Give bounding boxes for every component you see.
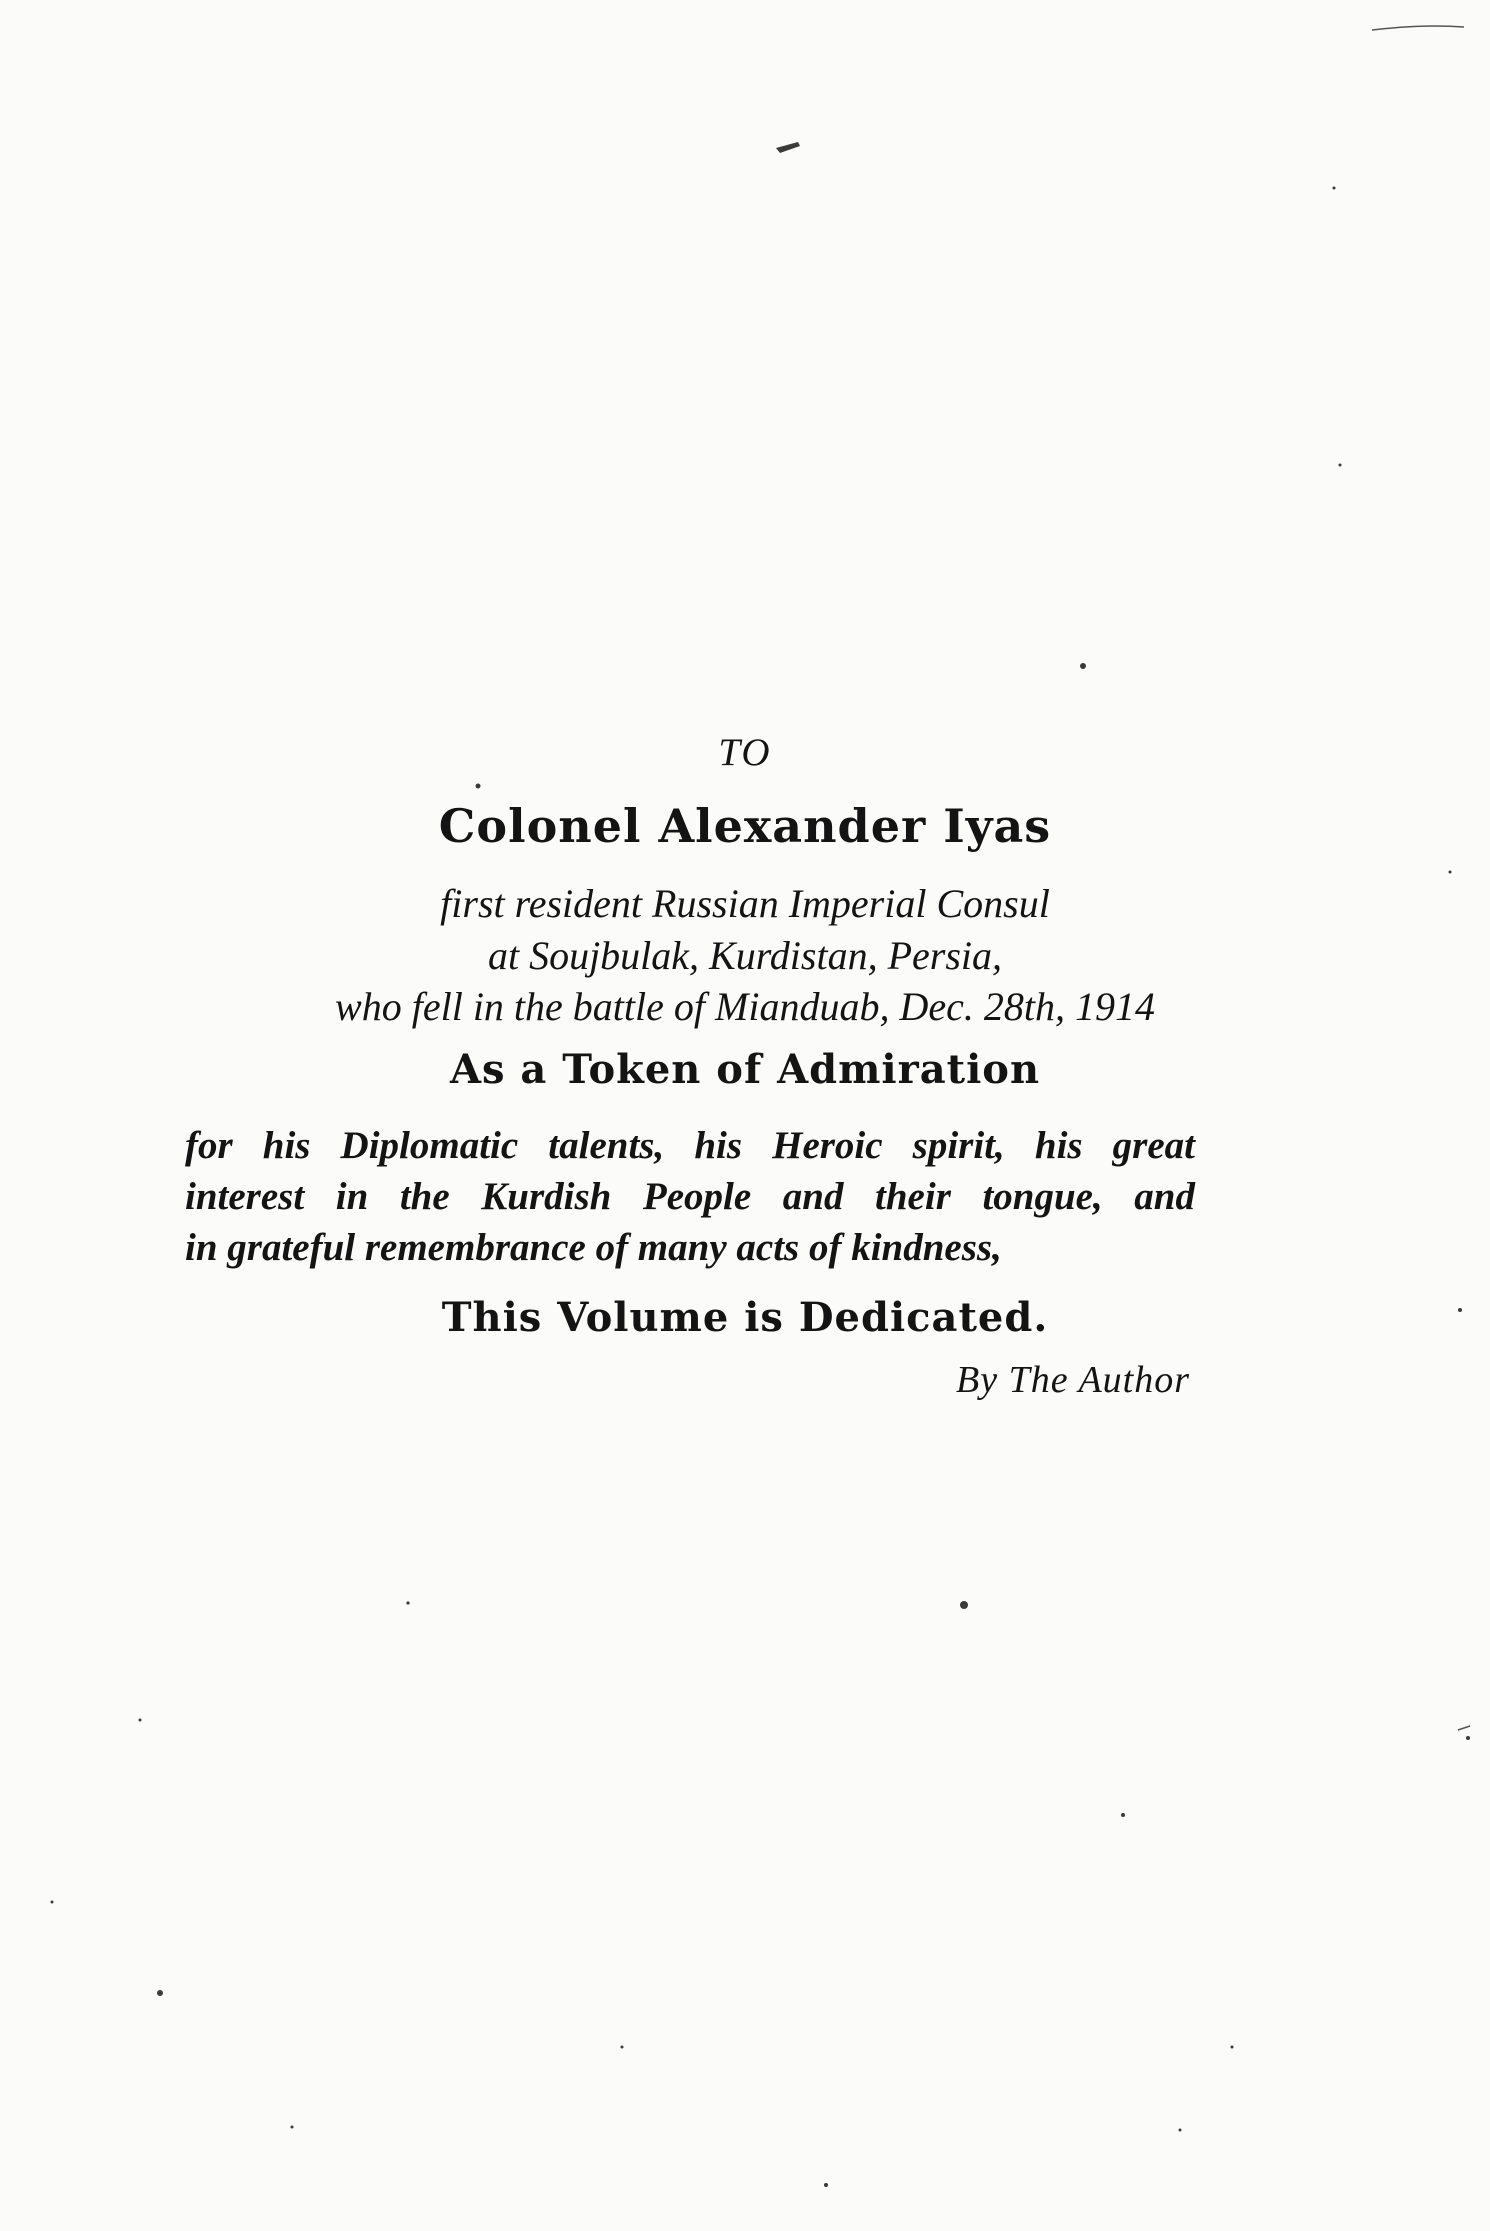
description-line: who fell in the battle of Mianduab, Dec. 28th, 1914 xyxy=(335,984,1155,1029)
author-signature: By The Author xyxy=(956,1359,1190,1401)
reason-line: interest in the Kurdish People and their tongue, and xyxy=(185,1175,1195,1218)
reason-line: for his Diplomatic talents, his Heroic spirit, his great xyxy=(185,1124,1195,1167)
closing-line: This Volume is Dedicated. xyxy=(441,1294,1049,1341)
description-line: first resident Russian Imperial Consul xyxy=(440,881,1050,926)
honoree-name: Colonel Alexander Iyas xyxy=(438,799,1052,853)
reason-line: in grateful remembrance of many acts of kindness, xyxy=(185,1226,1002,1269)
token-line: As a Token of Admiration xyxy=(449,1046,1041,1093)
dedication-heading: TO xyxy=(718,731,772,774)
description-line: at Soujbulak, Kurdistan, Persia, xyxy=(487,933,1003,978)
